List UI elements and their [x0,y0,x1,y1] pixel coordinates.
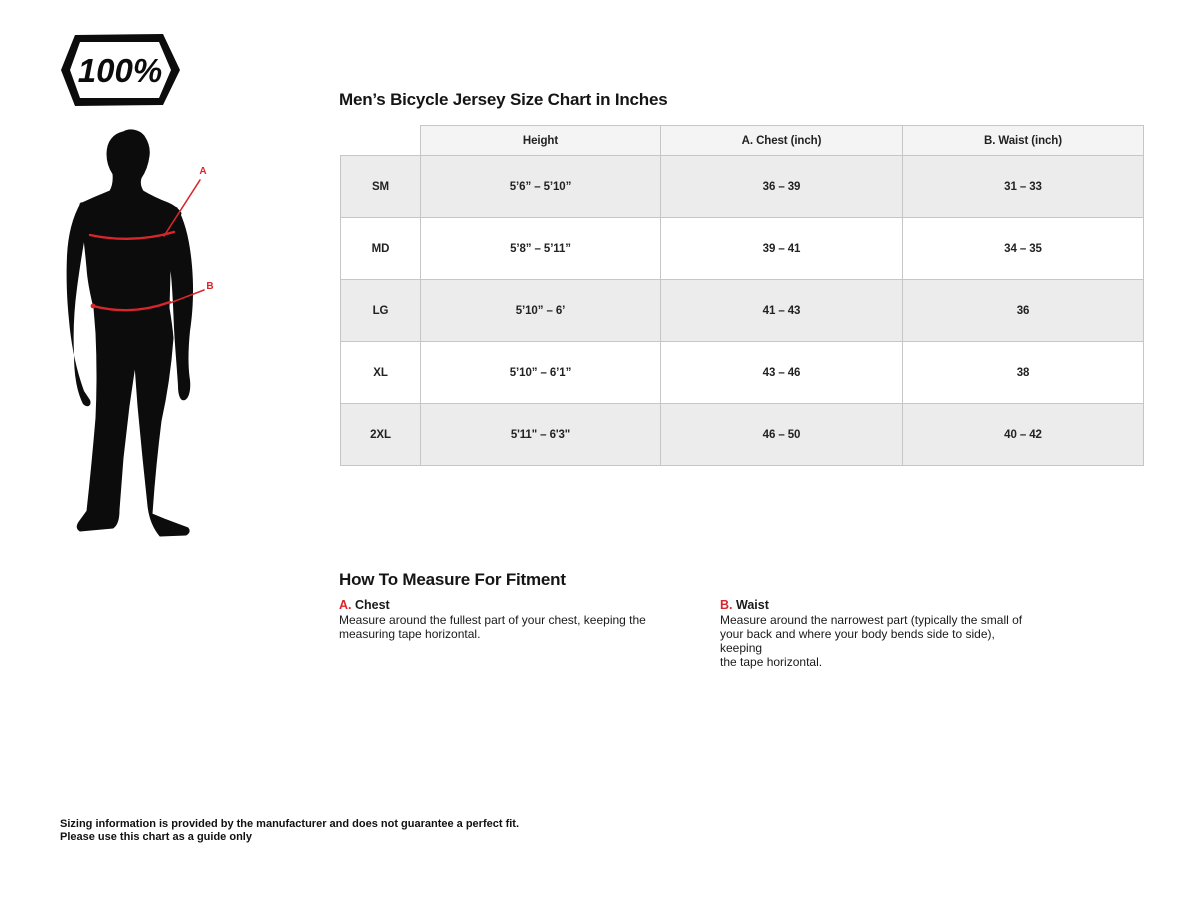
chest-label-text: Chest [354,598,390,612]
chest-cell: 46 – 50 [661,404,903,466]
height-cell: 5'11" – 6'3" [421,404,661,466]
waist-measure-label [720,598,1030,612]
chest-cell: 36 – 39 [661,156,903,218]
waist-measure-text [720,613,1030,669]
waist-text-line: your back and where your body bends side to side), keeping [720,627,995,655]
page-title: Men’s Bicycle Jersey Size Chart in Inches [339,90,668,109]
chest-cell: 41 – 43 [661,280,903,342]
size-cell: XL [341,342,421,404]
height-cell: 5’10” – 6’1” [421,342,661,404]
waist-cell: 40 – 42 [903,404,1144,466]
table-row [341,280,1144,342]
measure-section-heading: How To Measure For Fitment [339,570,566,589]
chest-measure-label [339,598,669,612]
column-header-chest: A. Chest (inch) [661,126,903,156]
waist-text-line: Measure around the narrowest part (typically the small of [720,613,1023,627]
logo-text: 100% [77,52,163,89]
table-row [341,156,1144,218]
chest-cell: 39 – 41 [661,218,903,280]
column-header-waist: B. Waist (inch) [903,126,1144,156]
size-chart-table [340,125,1144,466]
waist-line-end-dot [91,304,96,309]
sizing-disclaimer [60,818,519,843]
chest-text-line: measuring tape horizontal. [339,627,481,641]
waist-label-text: Waist [735,598,769,612]
waist-cell: 34 – 35 [903,218,1144,280]
right-arm-silhouette [167,207,193,400]
label-a: A [199,166,207,177]
waist-cell: 31 – 33 [903,156,1144,218]
table-header-row [341,126,1144,156]
height-cell: 5’10” – 6’ [421,280,661,342]
column-header-blank [341,126,421,156]
height-cell: 5’8” – 5’11” [421,218,661,280]
waist-cell: 36 [903,280,1144,342]
size-cell: LG [341,280,421,342]
chest-text-line: Measure around the fullest part of your chest, keeping the [339,613,646,627]
chest-measure-instructions [339,598,669,641]
chest-label-prefix: A. [339,598,352,612]
chest-cell: 43 – 46 [661,342,903,404]
waist-cell: 38 [903,342,1144,404]
brand-logo [60,33,180,107]
chest-measure-text [339,613,669,641]
table-row [341,218,1144,280]
waist-label-prefix: B. [720,598,733,612]
column-header-height: Height [421,126,661,156]
disclaimer-line-2: Please use this chart as a guide only [60,830,252,843]
waist-text-line: the tape horizontal. [720,655,823,669]
disclaimer-line-1: Sizing information is provided by the manufacturer and does not guarantee a perfect fit. [60,818,520,830]
height-cell: 5’6” – 5’10” [421,156,661,218]
table-row [341,404,1144,466]
label-b: B [206,281,214,292]
size-cell: 2XL [341,404,421,466]
table-row [341,342,1144,404]
body-silhouette [77,130,189,536]
size-cell: MD [341,218,421,280]
waist-measure-instructions [720,598,1030,669]
brand-logo-badge-icon [60,33,180,107]
male-silhouette-figure [60,128,220,553]
size-cell: SM [341,156,421,218]
